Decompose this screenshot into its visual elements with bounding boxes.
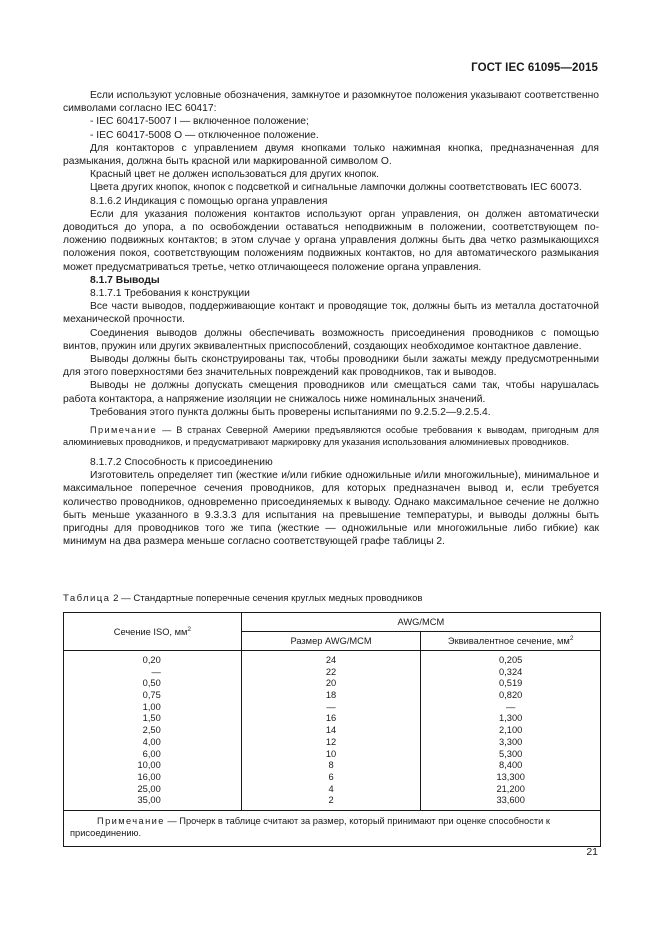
iso-column: [64, 651, 242, 811]
note-label: Примечание: [90, 425, 158, 436]
section-heading: 8.1.6.2 Индикация с помощью органа управления: [90, 195, 328, 207]
table-caption: [63, 593, 423, 604]
table-cell: 4: [328, 783, 334, 794]
table-cell: 22: [325, 666, 337, 677]
table-note: [64, 810, 601, 846]
paragraph: Если для указания положения контактов используют орган управления, он должен автоматически доводиться до упора, а по освобождении оставаться неподвижным в положении, соответствующем положению подвижных контактов; в этом случае у органа управления должны быть два четко размыкающихся положения покоя, соответствующим положениям подвижных контактов, но для автоматического размыкания может предусматриваться третье, четко отличающееся положение органа управления.: [63, 208, 599, 273]
header-awg-size: Размер AWG/MCM: [241, 632, 421, 651]
table-cell: 24: [325, 655, 337, 665]
table-cell: 1,00: [142, 701, 161, 712]
table-cell: 4,00: [142, 736, 161, 747]
table-cell: 0,75: [142, 690, 161, 701]
table-cell: 8: [328, 760, 334, 771]
equivalent-column: [421, 651, 601, 811]
table-cell: 0,820: [499, 690, 523, 701]
page-number: 21: [586, 846, 598, 858]
table-cell: 20: [325, 678, 337, 689]
header-awg-group: AWG/MCM: [241, 613, 600, 632]
section-heading: 8.1.7 Выводы: [90, 274, 160, 286]
paragraph: Изготовитель определяет тип (жесткие и/или гибкие одножильные и/или многожильные), минимальное и максимальное поперечное сечения проводников, для которых предназначен вывод и, если требуется количество проводников, одновременно присоединяемых к выводу. Однако максимальное сечение не должно быть меньше указанного в 9.3.3.3 для испытания на превышение температуры, и выводы должны быть пригодны для проводников того же типа (жесткие — одножильные или многожильные либо гибкие) как минимум на два размера меньше согласно соответствующей графе таблицы 2.: [63, 470, 599, 548]
table-cell: 10: [325, 748, 337, 759]
table-cell: 2,100: [499, 725, 523, 736]
conductor-sections-table: [63, 612, 601, 847]
table-cell: 0,324: [499, 666, 523, 677]
table-cell: 14: [325, 725, 337, 736]
document-header: ГОСТ IEC 61095—2015: [471, 62, 598, 74]
table-cell: —: [151, 666, 161, 677]
note-text: — В странах Северной Америки предъявляются особые требования к выводам, пригодным для алюминиевых проводников, и предусматривают маркировку для указания использования алюминиевых проводников.: [63, 425, 599, 448]
table-cell: 5,300: [499, 748, 523, 759]
table-cell: —: [506, 701, 516, 712]
paragraph: Цвета других кнопок, кнопок с подсветкой и сигнальные лампочки должны соответствовать IEC 60073.: [90, 182, 582, 194]
paragraph: Выводы не должны допускать смещения проводников или смещаться сами так, чтобы нарушалась работа контактора, а напряжение изоляции не снижалось ниже номинальных значений.: [63, 380, 599, 405]
paragraph: Все части выводов, поддерживающие контакт и проводящие ток, должны быть из металла достаточной механической прочности.: [63, 301, 599, 326]
table-cell: 6,00: [142, 748, 161, 759]
table-cell: 18: [325, 690, 337, 701]
table-cell: 12: [325, 736, 337, 747]
table-cell: 2: [328, 795, 334, 806]
paragraph: Соединения выводов должны обеспечивать возможность присоединения проводников с помощью винтов, пружин или других эквивалентных приспособлений, создающих необходимое контактное давление.: [63, 327, 599, 352]
table-cell: 0,205: [499, 655, 523, 665]
list-item: - IEC 60417-5007 I — включенное положение;: [90, 116, 309, 128]
table-cell: —: [326, 701, 336, 712]
table-cell: 1,300: [499, 713, 523, 724]
table-cell: 33,600: [496, 795, 525, 806]
section-heading: 8.1.7.1 Требования к конструкции: [90, 288, 250, 300]
paragraph: Красный цвет не должен использоваться для других кнопок.: [90, 169, 379, 181]
table-cell: 16,00: [137, 771, 161, 782]
section-heading: 8.1.7.2 Способность к присоединению: [90, 457, 273, 469]
table-cell: 16: [325, 713, 337, 724]
table-caption-text: 2 — Стандартные поперечные сечения круглых медных проводников: [110, 593, 423, 604]
table-cell: 0,50: [142, 678, 161, 689]
table-cell: 13,300: [496, 771, 525, 782]
note: [63, 424, 599, 448]
table-cell: 25,00: [137, 783, 161, 794]
awg-column: [241, 651, 421, 811]
table-cell: 21,200: [496, 783, 525, 794]
table-cell: 35,00: [137, 795, 161, 806]
table-note-label: Примечание: [97, 815, 165, 826]
header-equivalent-section: Эквивалентное сечение, $мм^2$: [421, 632, 601, 651]
table-cell: 0,519: [499, 678, 523, 689]
paragraph: Требования этого пункта должны быть проверены испытаниями по 9.2.5.2—9.2.5.4.: [90, 406, 491, 418]
header-iso-section: Сечение ISO, $мм^2$: [64, 613, 242, 651]
table-note-text: — Прочерк в таблице считают за размер, который принимают при оценке способности к присоединению.: [70, 815, 550, 839]
paragraph: Выводы должны быть сконструированы так, чтобы проводники были зажаты между предусмотренными для этого поверхностями без значительных повреждений как проводников, так и выводов.: [63, 354, 599, 379]
body-text: [63, 89, 599, 549]
paragraph: Для контакторов с управлением двумя кнопками только нажимная кнопка, предназначенная для размыкания, должна быть красной или маркированной символом O.: [63, 142, 599, 168]
table-caption-label: Таблица: [63, 593, 111, 604]
table-cell: 3,300: [499, 736, 523, 747]
table-cell: 2,50: [142, 725, 161, 736]
table-cell: 10,00: [137, 760, 161, 771]
list-item: - IEC 60417-5008 O — отключенное положение.: [90, 129, 319, 141]
table-cell: 6: [328, 771, 334, 782]
paragraph: Если используют условные обозначения, замкнутое и разомкнутое положения указывают соответственно символами согласно IEC 60417:: [63, 90, 599, 115]
table-cell: 1,50: [142, 713, 161, 724]
table-cell: 8,400: [499, 760, 523, 771]
table-cell: 0,20: [142, 655, 161, 665]
